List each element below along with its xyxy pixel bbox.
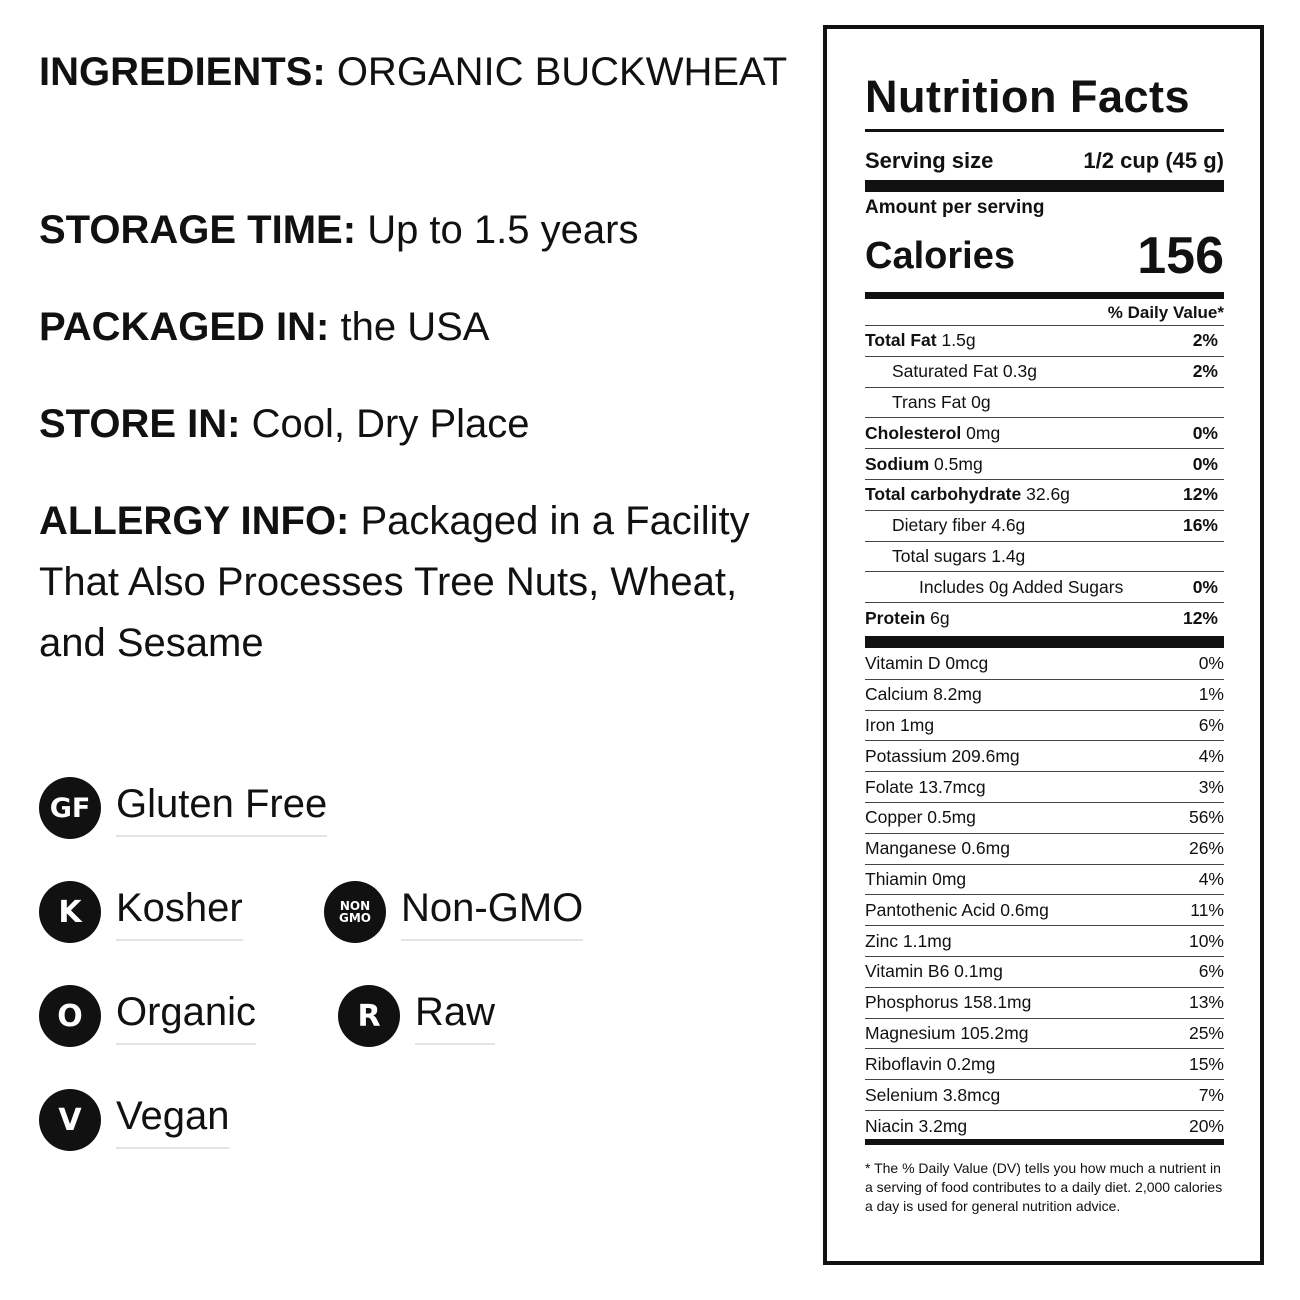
vitamin-dv: 6% <box>1198 714 1224 735</box>
vitamin-dv: 0% <box>1198 653 1224 674</box>
medium-divider <box>865 292 1224 299</box>
vitamin-dv: 20% <box>1188 1115 1224 1136</box>
medium-divider <box>865 1139 1224 1145</box>
nutrient-row-total-fat <box>865 326 1224 357</box>
serving-size-label: Serving size <box>865 148 994 173</box>
nutrient-dv: 0% <box>1192 422 1218 443</box>
nutrient-name: Total carbohydrate <box>865 484 1022 505</box>
thick-divider <box>865 636 1224 648</box>
nutrient-dv: 2% <box>1192 330 1218 351</box>
vitamin-row <box>865 865 1224 896</box>
vitamin-row <box>865 711 1224 742</box>
vitamin-row <box>865 649 1224 680</box>
nutrient-amount: 0.3g <box>1002 361 1037 382</box>
nutrient-row-cholesterol <box>865 418 1224 449</box>
badge-raw <box>338 985 495 1047</box>
vitamin-row <box>865 680 1224 711</box>
vitamin-dv: 56% <box>1188 807 1224 828</box>
nutrient-name: Total Fat <box>865 330 937 351</box>
vitamin-row <box>865 1080 1224 1111</box>
nutrient-amount: 0mg <box>966 422 1001 443</box>
nutrient-dv: 2% <box>1192 361 1218 382</box>
vegan-icon: V <box>39 1089 101 1151</box>
thick-divider <box>865 180 1224 192</box>
vitamin-dv: 3% <box>1198 776 1224 797</box>
divider <box>865 129 1224 132</box>
serving-size-row <box>865 143 1224 179</box>
vitamin-text: Folate 13.7mcg <box>865 776 986 797</box>
packaged-in-value: the USA <box>340 305 490 349</box>
vitamin-text: Phosphorus 158.1mg <box>865 992 1032 1013</box>
amount-per-serving-label: Amount per serving <box>865 197 1045 218</box>
nutrient-name: Total sugars <box>892 545 987 566</box>
vitamin-row <box>865 772 1224 803</box>
packaged-in-label: PACKAGED IN: <box>39 305 330 349</box>
nutrient-dv: 0% <box>1192 576 1218 597</box>
vitamin-text: Manganese 0.6mg <box>865 838 1010 859</box>
store-in-value: Cool, Dry Place <box>251 402 530 446</box>
vitamin-dv: 7% <box>1198 1084 1224 1105</box>
allergy-info-value: Packaged in a Facility That Also Processes Tree Nuts, Wheat, and Sesame <box>39 499 750 665</box>
ingredients-label: INGREDIENTS: <box>39 50 326 94</box>
vitamin-dv: 15% <box>1188 1053 1224 1074</box>
calories-value: 156 <box>1137 227 1224 285</box>
vitamin-text: Riboflavin 0.2mg <box>865 1053 996 1074</box>
nutrient-dv: 12% <box>1182 608 1218 629</box>
vegan-label: Vegan <box>116 1091 229 1149</box>
vitamin-dv: 10% <box>1188 930 1224 951</box>
vitamin-text: Thiamin 0mg <box>865 868 967 889</box>
vitamin-row <box>865 1049 1224 1080</box>
nutrient-row-total-carbohydrate <box>865 480 1224 511</box>
nutrient-row-total-sugars <box>865 542 1224 573</box>
vitamin-row <box>865 741 1224 772</box>
nutrient-row-protein <box>865 603 1224 634</box>
vitamin-dv: 11% <box>1190 899 1224 920</box>
daily-value-footnote: * The % Daily Value (DV) tells you how much a nutrient in a serving of food contributes to a daily diet. 2,000 calories a day is used for general nutrition advice. <box>865 1160 1223 1214</box>
calories-row <box>865 223 1224 289</box>
vitamin-row <box>865 895 1224 926</box>
vitamin-row <box>865 988 1224 1019</box>
vitamin-row <box>865 926 1224 957</box>
vitamin-text: Magnesium 105.2mg <box>865 1022 1029 1043</box>
vitamin-text: Niacin 3.2mg <box>865 1115 968 1136</box>
vitamin-dv: 26% <box>1188 838 1224 859</box>
badge-kosher <box>39 881 243 943</box>
nutrient-amount: 32.6g <box>1026 484 1070 505</box>
non-gmo-icon-bottom: GMO <box>339 911 371 925</box>
nutrient-name: Dietary fiber <box>892 515 987 536</box>
non-gmo-icon <box>324 881 386 943</box>
organic-icon: O <box>39 985 101 1047</box>
nutrient-amount: 1.4g <box>991 545 1026 566</box>
ingredients-text <box>39 42 819 103</box>
allergy-info-label: ALLERGY INFO: <box>39 499 350 543</box>
organic-label: Organic <box>116 987 256 1045</box>
nutrient-name: Saturated Fat <box>892 361 999 382</box>
nutrient-row-saturated-fat <box>865 357 1224 388</box>
nutrient-amount: 4.6g <box>991 515 1026 536</box>
nutrient-name: Sodium <box>865 453 930 474</box>
nutrient-row-added-sugars <box>865 572 1224 603</box>
non-gmo-icon-top: NON <box>339 899 371 913</box>
vitamin-text: Vitamin B6 0.1mg <box>865 961 1003 982</box>
vitamin-dv: 6% <box>1198 961 1224 982</box>
packaged-in-text <box>39 297 819 358</box>
vitamin-dv: 4% <box>1198 745 1224 766</box>
nutrition-facts-title: Nutrition Facts <box>865 71 1191 122</box>
nutrition-facts-panel <box>823 25 1264 1265</box>
nutrient-dv: 12% <box>1182 484 1218 505</box>
amount-per-serving <box>865 193 1224 223</box>
storage-time-label: STORAGE TIME: <box>39 208 357 252</box>
store-in-label: STORE IN: <box>39 402 241 446</box>
vitamin-row <box>865 1019 1224 1050</box>
nutrient-row-trans-fat <box>865 388 1224 419</box>
daily-value-header <box>865 301 1224 326</box>
kosher-icon: K <box>39 881 101 943</box>
vitamin-dv: 25% <box>1188 1022 1224 1043</box>
badge-gluten-free <box>39 777 327 839</box>
daily-value-header-label: % Daily Value* <box>1107 303 1224 322</box>
calories-label: Calories <box>865 234 1015 277</box>
nutrient-amount: 6g <box>930 608 950 629</box>
nutrient-dv: 0% <box>1192 453 1218 474</box>
ingredients-value: ORGANIC BUCKWHEAT <box>336 50 788 94</box>
nutrient-name: Trans Fat <box>892 391 967 412</box>
kosher-label: Kosher <box>116 883 243 941</box>
vitamin-row <box>865 1111 1224 1142</box>
nutrient-amount: 0g <box>971 391 991 412</box>
vitamin-text: Vitamin D 0mcg <box>865 653 989 674</box>
storage-time-value: Up to 1.5 years <box>367 208 639 252</box>
gluten-free-icon: GF <box>39 777 101 839</box>
vitamin-dv: 4% <box>1198 868 1224 889</box>
vitamin-text: Copper 0.5mg <box>865 807 976 828</box>
nutrient-name: Cholesterol <box>865 422 962 443</box>
vitamin-text: Iron 1mg <box>865 714 935 735</box>
badge-organic <box>39 985 256 1047</box>
nutrient-amount: 1.5g <box>941 330 976 351</box>
nutrient-row-sodium <box>865 449 1224 480</box>
badge-vegan <box>39 1089 229 1151</box>
vitamin-text: Pantothenic Acid 0.6mg <box>865 899 1049 920</box>
serving-size-value: 1/2 cup (45 g) <box>1083 148 1224 173</box>
vitamin-row <box>865 957 1224 988</box>
vitamin-text: Selenium 3.8mcg <box>865 1084 1001 1105</box>
raw-label: Raw <box>415 987 495 1045</box>
nutrient-name: Includes 0g Added Sugars <box>919 576 1124 597</box>
non-gmo-label: Non-GMO <box>401 883 583 941</box>
vitamin-row <box>865 803 1224 834</box>
vitamin-text: Potassium 209.6mg <box>865 745 1020 766</box>
badge-non-gmo <box>324 881 583 943</box>
vitamin-text: Calcium 8.2mg <box>865 684 982 705</box>
nutrient-row-dietary-fiber <box>865 511 1224 542</box>
nutrient-name: Protein <box>865 608 926 629</box>
vitamin-text: Zinc 1.1mg <box>865 930 952 951</box>
nutrient-list <box>865 326 1224 634</box>
storage-time-text <box>39 200 819 261</box>
vitamin-row <box>865 834 1224 865</box>
nutrient-dv: 16% <box>1182 515 1218 536</box>
allergy-info-text <box>39 491 809 674</box>
vitamin-dv: 13% <box>1188 992 1224 1013</box>
vitamin-dv: 1% <box>1198 684 1224 705</box>
raw-icon: R <box>338 985 400 1047</box>
store-in-text <box>39 394 819 455</box>
nutrient-amount: 0.5mg <box>934 453 983 474</box>
vitamin-mineral-list <box>865 649 1224 1142</box>
gluten-free-label: Gluten Free <box>116 779 327 837</box>
